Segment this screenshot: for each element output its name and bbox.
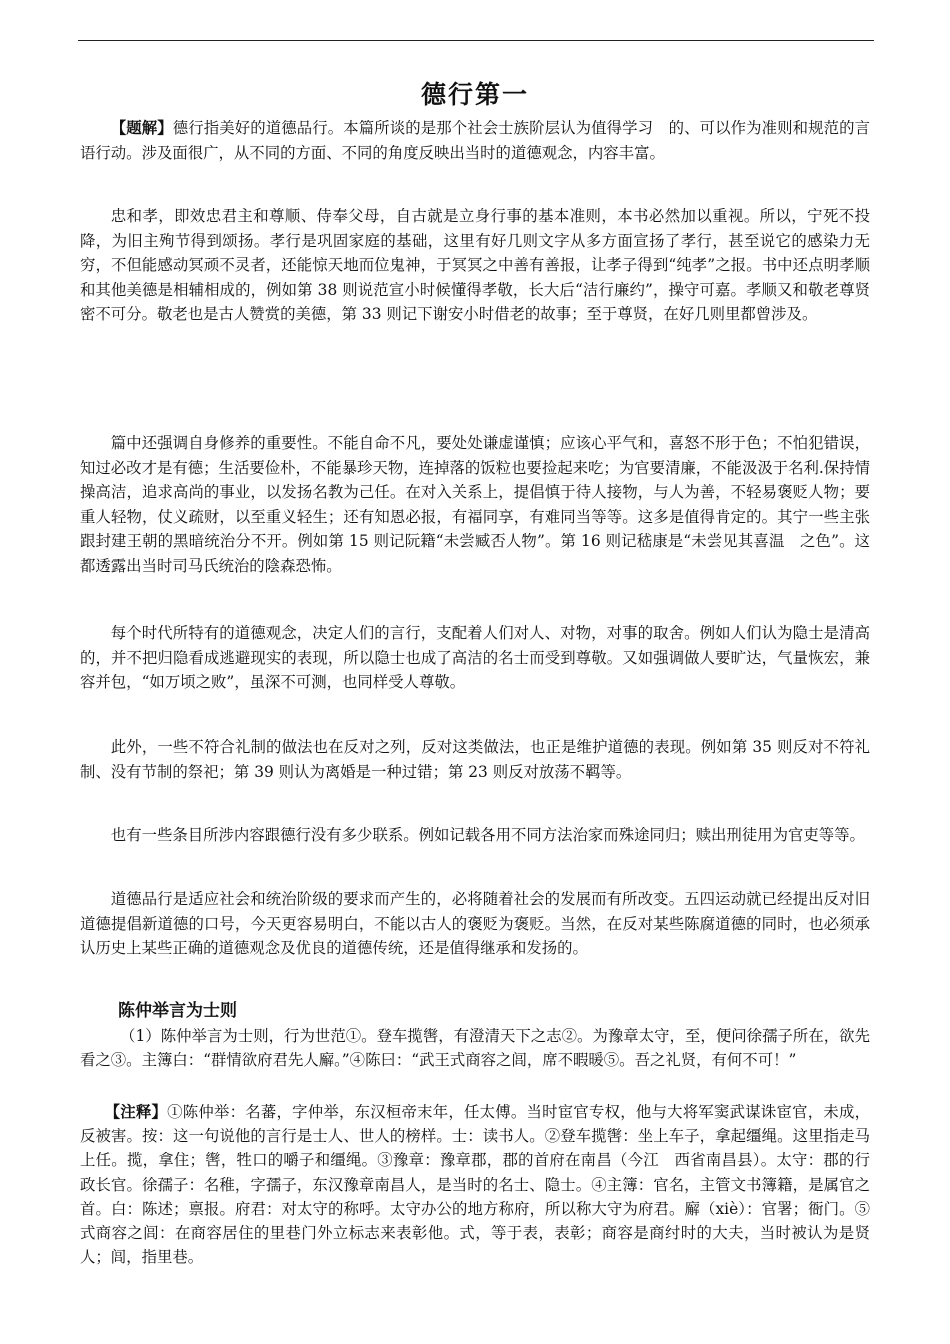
notes-paragraph — [80, 1100, 870, 1269]
section-text: （1）陈仲举言为士则，行为世范①。登车揽辔，有澄清天下之志②。为豫章太守，至，便问徐孺子所在，欲先看之③。主簿白：“群情欲府君先人廨。”④陈曰：“武王式商容之闾，席不暇暖⑤。吾之礼贤，有何不可！” — [80, 1027, 870, 1070]
intro-tag: 【题解】 — [110, 119, 173, 137]
paragraph-moral-values: 每个时代所特有的道德观念，决定人们的言行，支配着人们对人、对物，对事的取舍。例如人们认为隐士是清高的，并不把归隐看成逃避现实的表现，所以隐士也成了高洁的名士而受到尊敬。又如强调做人要旷达，气量恢宏，兼容并包，“如万顷之败”，虽深不可测，也同样受人尊敬。 — [80, 624, 870, 692]
paragraph-conclusion: 道德品行是适应社会和统治阶级的要求而产生的，必将随着社会的发展而有所改变。五四运动就已经提出反对旧道德提倡新道德的口号，今天更容易明白，不能以古人的褒贬为褒贬。当然，在反对某些陈腐道德的同时，也必须承认历史上某些正确的道德观念及优良的道德传统，还是值得继承和发扬的。 — [80, 890, 870, 958]
header-rule — [78, 40, 874, 41]
notes-text: ①陈仲举：名蕃，字仲举，东汉桓帝末年，任太傅。当时宦官专权，他与大将军窦武谋诛宦官，未成，反被害。按：这一句说他的言行是士人、世人的榜样。士：读书人。②登车揽辔：坐上车子，拿起缰绳。这里指走马上任。揽，拿住；辔，牲口的嚼子和缰绳。③豫章：豫章郡，郡的首府在南昌（今江 西省南昌县）。太守：郡的行政长官。徐孺子：名稚，字孺子，东汉豫章南昌人，是当时的名士、隐士。④主簿：官名，主管文书簿籍，是属官之首。白：陈述；禀报。府君：对太守的称呼。太守办公的地方称府，所以称大守为府君。廨（xiè）：官署；衙门。⑤式商容之闾：在商容居住的里巷门外立标志来表彰他。式，等于表，表彰；商容是商纣时的大夫，当时被认为是贤人；闾，指里巷。 — [80, 1103, 870, 1267]
paragraph-self-cultivation: 篇中还强调自身修养的重要性。不能自命不凡，要处处谦虚谨慎；应该心平气和，喜怒不形于色；不怕犯错误，知过必改才是有德；生活要俭朴，不能暴珍天物，连掉落的饭粒也要捡起来吃；为官要清廉，不能汲汲于名利.保持情操高洁，追求高尚的事业，以发扬名教为己任。在对入关系上，提倡慎于待人接物，与人为善，不轻易褒贬人物；要重人轻物，仗义疏财，以至重义轻生；还有知恩必报，有福同享，有难同当等等。这多是值得肯定的。其宁一些主张跟封建王朝的黑暗统治分不开。例如第 15 则记阮籍“未尝臧否人物”。第 16 则记嵇康是“未尝见其喜温 之色”。这都透露出当时司马氏统治的陰森恐怖。 — [80, 434, 870, 575]
intro-text: 德行指美好的道德品行。本篇所谈的是那个社会士族阶层认为值得学习 的、可以作为准则和规范的言语行动。涉及面很广，从不同的方面、不同的角度反映出当时的道德观念，内容丰富。 — [80, 119, 870, 162]
paragraph-other-items: 也有一些条目所涉内容跟德行没有多少联系。例如记载各用不同方法治家而殊途同归；赎出刑徒用为官吏等等。 — [110, 826, 865, 844]
paragraph-ritual: 此外，一些不符合礼制的做法也在反对之列，反对这类做法，也正是维护道德的表现。例如第 35 则反对不符礼制、没有节制的祭祀；第 39 则认为离婚是一种过错；第 23 则反对放荡不羁等。 — [80, 738, 870, 781]
notes-tag: 【注释】 — [104, 1103, 168, 1121]
intro-paragraph — [80, 116, 870, 165]
page-title: 德行第一 — [420, 79, 529, 109]
section-heading: 陈仲举言为士则 — [118, 1001, 237, 1021]
paragraph-loyalty: 忠和孝，即效忠君主和尊顺、侍奉父母，自古就是立身行事的基本准则，本书必然加以重视。所以，宁死不投降，为旧主殉节得到颂扬。孝行是巩固家庭的基础，这里有好几则文字从多方面宣扬了孝行，甚至说它的感染力无穷，不但能感动冥顽不灵者，还能惊天地而位鬼神，于冥冥之中善有善报，让孝子得到“纯孝”之报。书中还点明孝顺和其他美德是相辅相成的，例如第 38 则说范宣小时候懂得孝敬，长大后“洁行廉约”，操守可嘉。孝顺又和敬老尊贤密不可分。敬老也是古人赞赏的美德，第 33 则记下谢安小时借老的故事；至于尊贤，在好几则里都曾涉及。 — [80, 207, 870, 324]
